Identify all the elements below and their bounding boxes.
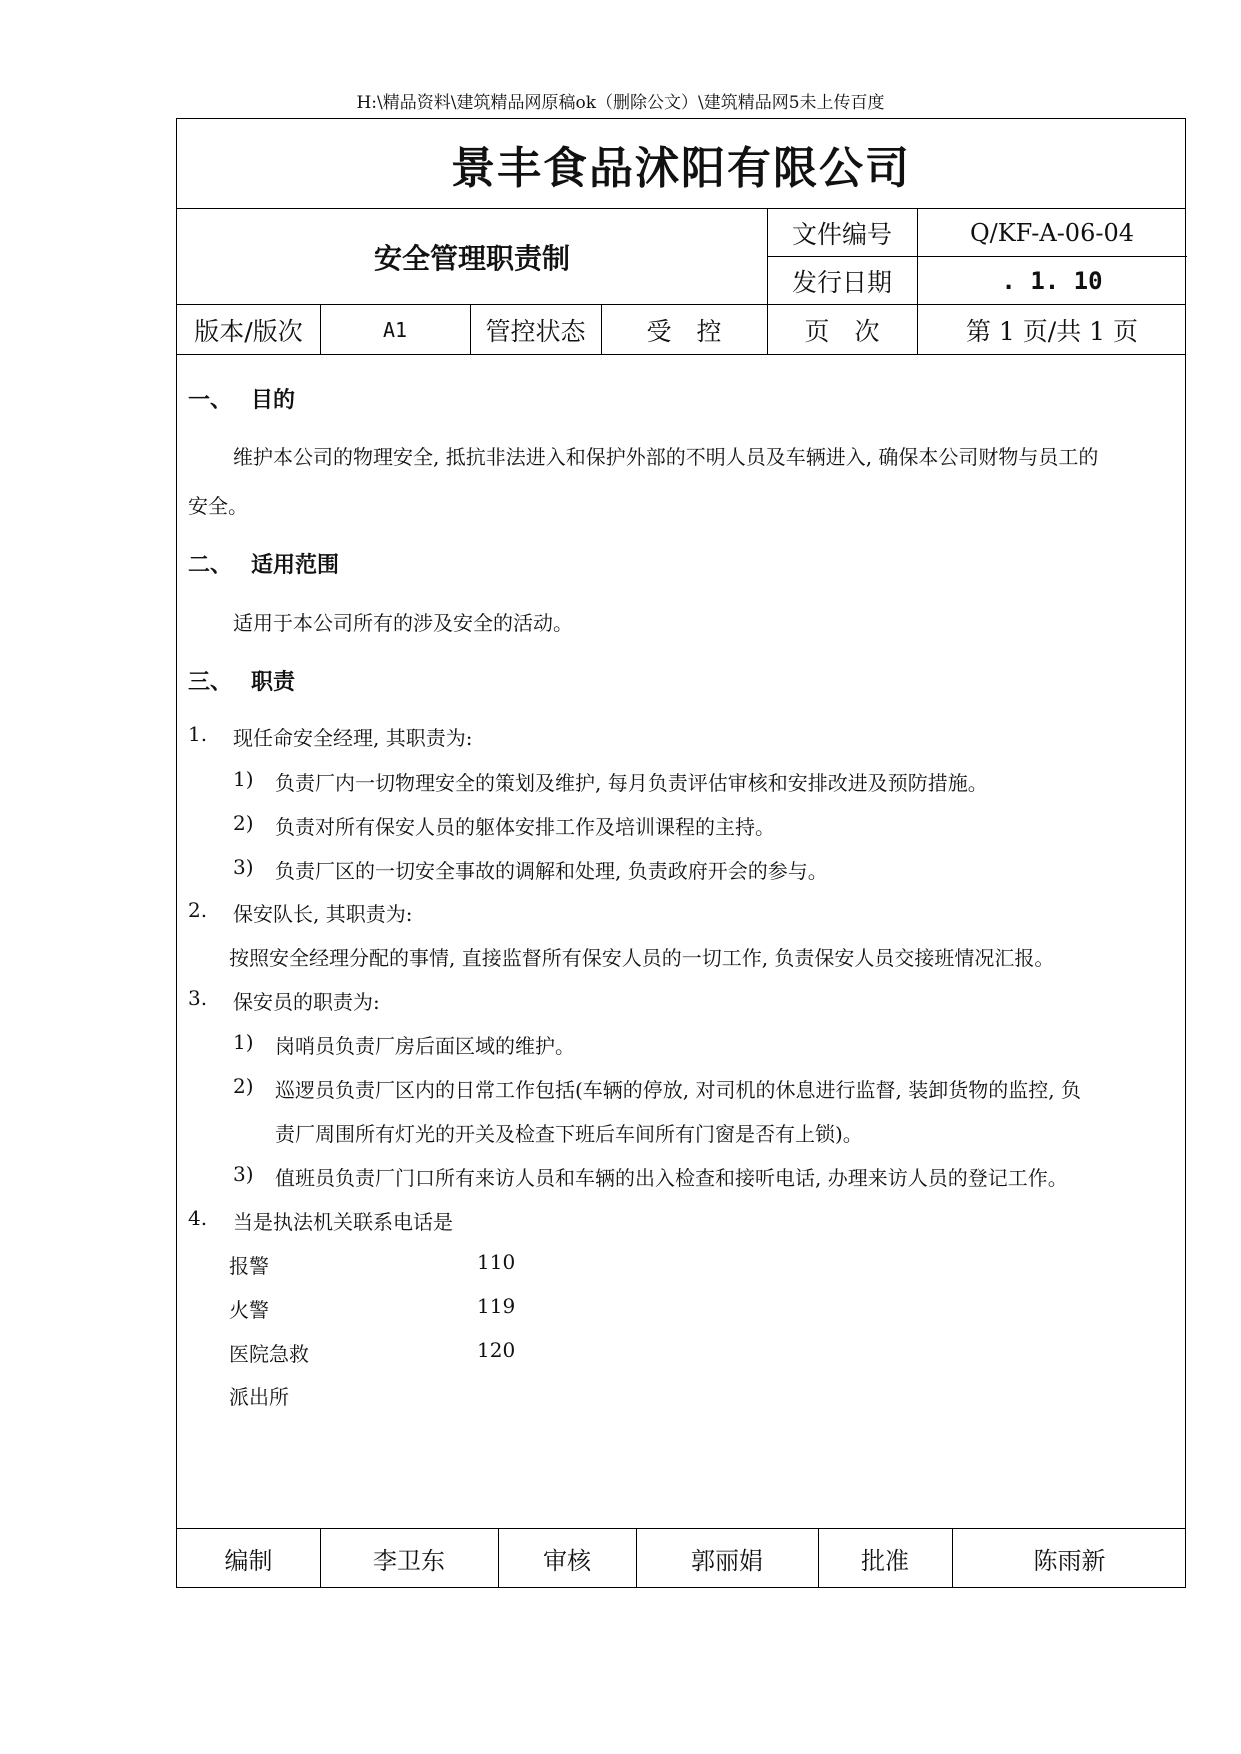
item-1-1-number: 1) (233, 767, 254, 791)
item-2-text: 保安队长, 其职责为: (233, 902, 413, 926)
section-1-title: 目的 (251, 388, 296, 413)
approved-by-name: 陈雨新 (1033, 1546, 1106, 1575)
title-row (177, 209, 1185, 305)
approved-by-label: 批准 (861, 1546, 909, 1575)
item-1-text: 现任命安全经理, 其职责为: (233, 726, 473, 750)
phone-number: 119 (477, 1294, 516, 1318)
phone-number: 120 (477, 1338, 516, 1362)
item-1-1-text: 负责厂内一切物理安全的策划及维护, 每月负责评估审核和安排改进及预防措施。 (275, 771, 988, 795)
item-3-1-text: 岗哨员负责厂房后面区域的维护。 (275, 1034, 575, 1058)
item-2-paragraph: 按照安全经理分配的事情, 直接监督所有保安人员的一切工作, 负责保安人员交接班情况汇报。 (229, 946, 1055, 970)
section-2-title: 适用范围 (251, 553, 340, 578)
company-name: 景丰食品沭阳有限公司 (451, 142, 911, 194)
reviewed-by-name: 郭丽娟 (691, 1546, 763, 1575)
document-title: 安全管理职责制 (373, 241, 570, 275)
section-1-number: 一、 (188, 388, 233, 413)
prepared-by-label: 编制 (224, 1546, 273, 1575)
item-3-number: 3. (188, 986, 208, 1010)
item-4-number: 4. (188, 1206, 208, 1230)
item-4-text: 当是执法机关联系电话是 (233, 1210, 453, 1234)
item-1-2-number: 2) (233, 811, 254, 835)
item-1-2-text: 负责对所有保安人员的躯体安排工作及培训课程的主持。 (275, 815, 775, 839)
control-value: 受 控 (646, 316, 722, 346)
item-3-3-number: 3) (233, 1162, 254, 1186)
issue-date-label: 发行日期 (791, 267, 892, 297)
phone-name: 派出所 (229, 1385, 289, 1409)
item-2-number: 2. (188, 898, 208, 922)
section-2-number: 二、 (188, 553, 233, 578)
issue-date-value: . 1. 10 (1001, 266, 1103, 295)
item-3-1-number: 1) (233, 1030, 254, 1054)
section-3-title: 职责 (251, 670, 296, 695)
phone-name: 医院急救 (229, 1342, 309, 1366)
file-no-label: 文件编号 (791, 219, 892, 249)
item-3-2-text-cont: 责厂周围所有灯光的开关及检查下班后车间所有门窗是否有上锁)。 (275, 1122, 863, 1146)
section-2-text: 适用于本公司所有的涉及安全的活动。 (233, 611, 573, 635)
item-3-3-text: 值班员负责厂门口所有来访人员和车辆的出入检查和接听电话, 办理来访人员的登记工作。 (275, 1166, 1068, 1190)
section-1-text: 维护本公司的物理安全, 抵抗非法进入和保护外部的不明人员及车辆进入, 确保本公司财物与员工的 (233, 445, 1099, 469)
meta-row (177, 305, 1185, 355)
item-3-2-text: 巡逻员负责厂区内的日常工作包括(车辆的停放, 对司机的休息进行监督, 装卸货物的监控, 负 (275, 1078, 1081, 1102)
file-no-value: Q/KF-A-06-04 (969, 218, 1134, 247)
phone-number: 110 (477, 1250, 516, 1274)
item-1-number: 1. (188, 722, 208, 746)
page-value: 第 1 页/共 1 页 (965, 316, 1139, 346)
item-3-2-number: 2) (233, 1074, 254, 1098)
item-1-3-text: 负责厂区的一切安全事故的调解和处理, 负责政府开会的参与。 (275, 859, 828, 883)
control-label: 管控状态 (485, 316, 586, 346)
version-value: A1 (382, 317, 408, 342)
phone-name: 火警 (229, 1298, 269, 1322)
page-label: 页 次 (804, 316, 880, 346)
phone-name: 报警 (229, 1254, 269, 1278)
section-1-text-cont: 安全。 (188, 494, 248, 518)
document-form (176, 118, 1186, 1588)
company-row (177, 119, 1185, 209)
item-3-text: 保安员的职责为: (233, 990, 380, 1014)
version-label: 版本/版次 (194, 316, 303, 346)
signature-row (177, 1528, 1185, 1587)
section-3-number: 三、 (188, 670, 233, 695)
document-body (177, 355, 1185, 1637)
prepared-by-name: 李卫东 (373, 1546, 445, 1575)
file-path-header: H:\精品资料\建筑精品网原稿ok（删除公文）\建筑精品网5未上传百度 (356, 93, 885, 113)
reviewed-by-label: 审核 (543, 1546, 591, 1575)
item-1-3-number: 3) (233, 855, 254, 879)
